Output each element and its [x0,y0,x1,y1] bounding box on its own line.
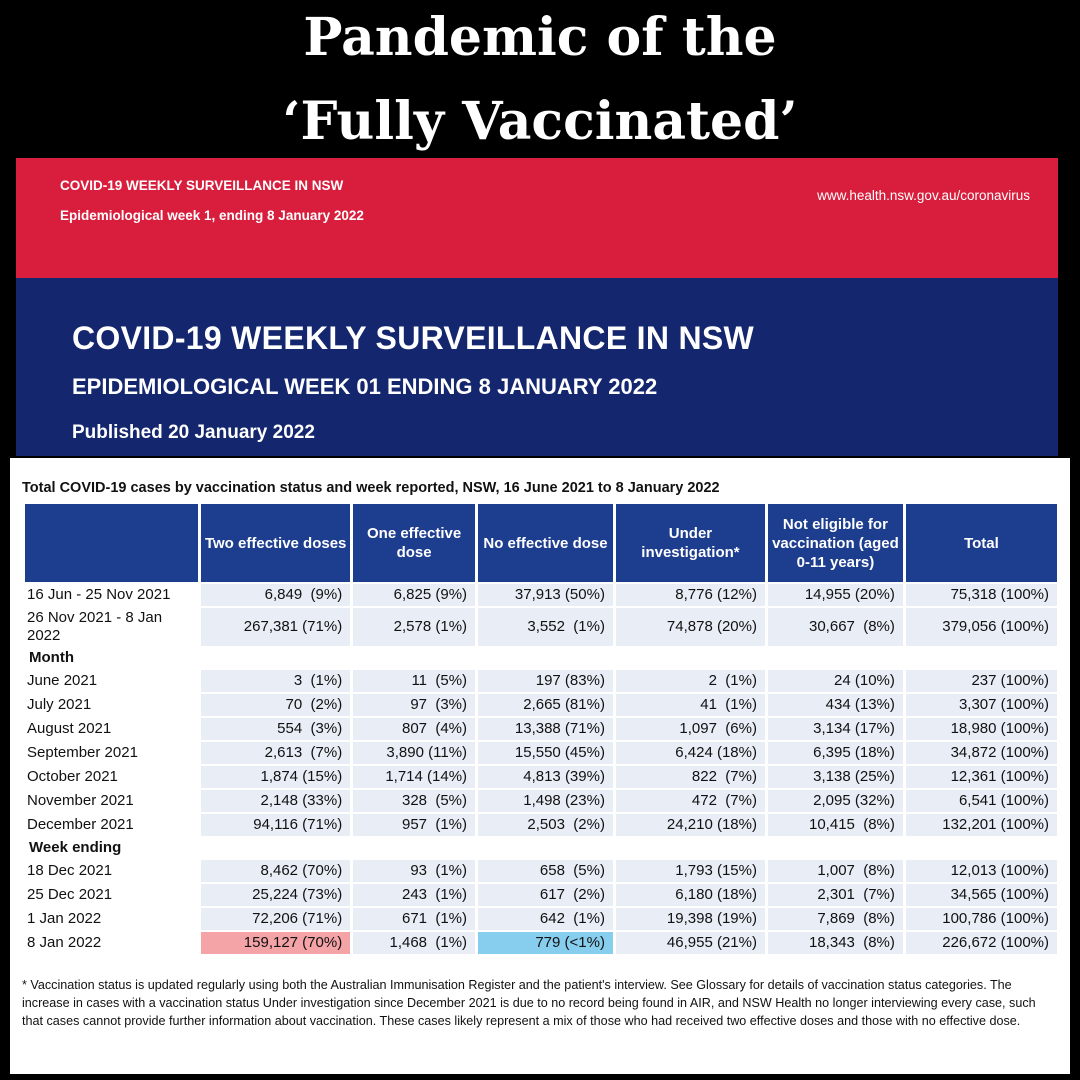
cell: 8,776 (12%) [616,584,765,606]
cell: 132,201 (100%) [906,814,1057,836]
blue-banner-title: COVID-19 WEEKLY SURVEILLANCE IN NSW [72,320,755,356]
row-label: August 2021 [25,718,198,740]
cell: 24,210 (18%) [616,814,765,836]
cell: 2,301 (7%) [768,884,903,906]
cell: 1,468 (1%) [353,932,475,954]
table-caption: Total COVID-19 cases by vaccination status and week reported, NSW, 16 June 2021 to 8 January 2022 [22,480,720,496]
headline-line-1: Pandemic of the [303,7,777,68]
cell: 18,980 (100%) [906,718,1057,740]
row-label: October 2021 [25,766,198,788]
section-heading-week: Week ending [25,838,1057,858]
row-label: July 2021 [25,694,198,716]
column-header-no-dose: No effective dose [478,504,613,582]
row-label: November 2021 [25,790,198,812]
cell: 6,849 (9%) [201,584,350,606]
cell: 2,665 (81%) [478,694,613,716]
cell: 46,955 (21%) [616,932,765,954]
section-heading-row [25,648,1057,668]
cell: 72,206 (71%) [201,908,350,930]
cell: 11 (5%) [353,670,475,692]
cell: 3,138 (25%) [768,766,903,788]
cell: 8,462 (70%) [201,860,350,882]
cell: 34,565 (100%) [906,884,1057,906]
cell: 957 (1%) [353,814,475,836]
cell: 93 (1%) [353,860,475,882]
cell: 34,872 (100%) [906,742,1057,764]
cell: 18,343 (8%) [768,932,903,954]
cell: 13,388 (71%) [478,718,613,740]
table-row [25,584,1057,606]
cell: 25,224 (73%) [201,884,350,906]
report-red-banner [16,158,1058,278]
row-label: 25 Dec 2021 [25,884,198,906]
row-label: December 2021 [25,814,198,836]
column-header-under-investigation: Under investigation* [616,504,765,582]
cell: 7,869 (8%) [768,908,903,930]
cell: 2 (1%) [616,670,765,692]
cell: 10,415 (8%) [768,814,903,836]
cell: 6,541 (100%) [906,790,1057,812]
cell: 12,013 (100%) [906,860,1057,882]
table-row [25,718,1057,740]
cell: 1,007 (8%) [768,860,903,882]
cell: 6,424 (18%) [616,742,765,764]
cell: 197 (83%) [478,670,613,692]
cell: 14,955 (20%) [768,584,903,606]
cell: 554 (3%) [201,718,350,740]
table-row [25,694,1057,716]
row-label: 1 Jan 2022 [25,908,198,930]
cell: 472 (7%) [616,790,765,812]
table-row [25,742,1057,764]
table-row [25,608,1057,646]
highlighted-cell-no-dose: 779 (<1%) [478,932,613,954]
headline-line-2: ‘Fully Vaccinated’ [282,91,798,152]
cell: 3,134 (17%) [768,718,903,740]
table-row [25,670,1057,692]
report-table-page [10,458,1070,1074]
health-url: www.health.nsw.gov.au/coronavirus [817,188,1030,203]
cell: 642 (1%) [478,908,613,930]
table-row [25,814,1057,836]
section-heading-row [25,838,1057,858]
table-row [25,932,1057,954]
cell: 37,913 (50%) [478,584,613,606]
cell: 3,307 (100%) [906,694,1057,716]
red-banner-title: COVID-19 WEEKLY SURVEILLANCE IN NSW [60,178,344,193]
cell: 807 (4%) [353,718,475,740]
published-date: Published 20 January 2022 [72,422,315,443]
cell: 75,318 (100%) [906,584,1057,606]
cell: 2,613 (7%) [201,742,350,764]
column-header-two-doses: Two effective doses [201,504,350,582]
table-header-row [25,504,1057,582]
row-label: 26 Nov 2021 - 8 Jan 2022 [25,608,198,646]
cell: 3,552 (1%) [478,608,613,646]
cell: 3,890 (11%) [353,742,475,764]
cell: 822 (7%) [616,766,765,788]
column-header-not-eligible: Not eligible for vaccination (aged 0-11 years) [768,504,903,582]
cell: 24 (10%) [768,670,903,692]
cell: 12,361 (100%) [906,766,1057,788]
cell: 1,097 (6%) [616,718,765,740]
row-label: June 2021 [25,670,198,692]
cell: 6,825 (9%) [353,584,475,606]
cell: 1,793 (15%) [616,860,765,882]
table-footnote: * Vaccination status is updated regularly using both the Australian Immunisation Register and the patient's interview. See Glossary for details of vaccination status categories. The increase in cases with a vaccination status Under investigation since December 2021 is due to no record being found in AIR, and NSW Health no longer interviewing every case, such that cases cannot provide further information about vaccination. These cases likely represent a mix of those who had received two effective doses and those with no effective dose. [22,978,1036,1028]
report-blue-banner [16,278,1058,456]
cell: 2,095 (32%) [768,790,903,812]
cell: 3 (1%) [201,670,350,692]
table-row [25,860,1057,882]
row-label: 16 Jun - 25 Nov 2021 [25,584,198,606]
cell: 74,878 (20%) [616,608,765,646]
blue-banner-subtitle: EPIDEMIOLOGICAL WEEK 01 ENDING 8 JANUARY 2022 [72,374,658,399]
table-row [25,908,1057,930]
column-header [25,504,198,582]
cell: 6,180 (18%) [616,884,765,906]
section-heading-month: Month [25,648,1057,668]
cell: 2,503 (2%) [478,814,613,836]
row-label: 18 Dec 2021 [25,860,198,882]
cell: 19,398 (19%) [616,908,765,930]
cell: 243 (1%) [353,884,475,906]
column-header-total: Total [906,504,1057,582]
red-banner-subtitle: Epidemiological week 1, ending 8 January 2022 [60,208,364,223]
cell: 328 (5%) [353,790,475,812]
cell: 4,813 (39%) [478,766,613,788]
cell: 94,116 (71%) [201,814,350,836]
cell: 41 (1%) [616,694,765,716]
column-header-one-dose: One effective dose [353,504,475,582]
cell: 434 (13%) [768,694,903,716]
cell: 267,381 (71%) [201,608,350,646]
cell: 2,148 (33%) [201,790,350,812]
cell: 1,874 (15%) [201,766,350,788]
vaccination-status-table [22,502,1060,956]
cell: 226,672 (100%) [906,932,1057,954]
cell: 15,550 (45%) [478,742,613,764]
cell: 100,786 (100%) [906,908,1057,930]
highlighted-cell-two-doses: 159,127 (70%) [201,932,350,954]
cell: 237 (100%) [906,670,1057,692]
cell: 617 (2%) [478,884,613,906]
cell: 671 (1%) [353,908,475,930]
cell: 70 (2%) [201,694,350,716]
cell: 1,498 (23%) [478,790,613,812]
row-label: September 2021 [25,742,198,764]
cell: 1,714 (14%) [353,766,475,788]
table-row [25,790,1057,812]
cell: 2,578 (1%) [353,608,475,646]
cell: 6,395 (18%) [768,742,903,764]
table-row [25,766,1057,788]
cell: 658 (5%) [478,860,613,882]
table-row [25,884,1057,906]
cell: 30,667 (8%) [768,608,903,646]
row-label: 8 Jan 2022 [25,932,198,954]
cell: 379,056 (100%) [906,608,1057,646]
cell: 97 (3%) [353,694,475,716]
